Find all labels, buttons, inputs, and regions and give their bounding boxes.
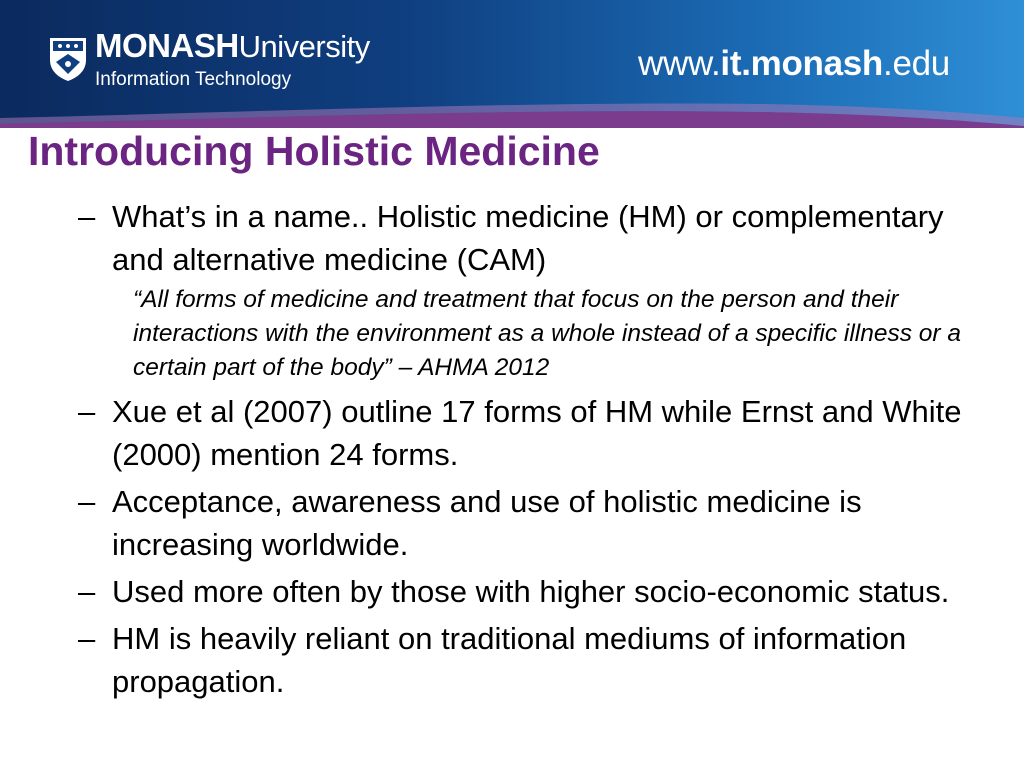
- brand-wordmark: [95, 29, 370, 62]
- bullet-dash: –: [78, 394, 96, 429]
- site-url: [638, 44, 950, 84]
- bullet-text: Xue et al (2007) outline 17 forms of HM while Ernst and White (2000) mention 24 forms.: [112, 394, 962, 472]
- brand-monash: MONASH: [95, 27, 239, 64]
- bullet-dash: –: [78, 621, 96, 656]
- brand-subtitle: Information Technology: [95, 69, 292, 90]
- bullet-list: [0, 195, 1024, 703]
- bullet-dash: –: [78, 574, 96, 609]
- bullet-item: [0, 390, 1024, 476]
- slide-title: Introducing Holistic Medicine: [28, 128, 600, 174]
- site-url-suffix: .edu: [883, 44, 950, 83]
- site-url-domain: it.monash: [720, 44, 884, 83]
- bullet-text: What’s in a name.. Holistic medicine (HM) or complementary and alternative medicine (CAM): [112, 199, 944, 277]
- header-banner: [0, 0, 1024, 128]
- brand-university: University: [238, 29, 370, 64]
- quote-block: “All forms of medicine and treatment that focus on the person and their interactions with the environment as a whole instead of a specific illness or a certain part of the body” – AHMA 2012: [133, 286, 961, 381]
- bullet-dash: –: [78, 484, 96, 519]
- bullet-dash: –: [78, 199, 96, 234]
- bullet-text: HM is heavily reliant on traditional mediums of information propagation.: [112, 621, 907, 699]
- bullet-text: Acceptance, awareness and use of holistic medicine is increasing worldwide.: [112, 484, 862, 562]
- bullet-item: [0, 570, 1024, 613]
- bullet-item: [0, 617, 1024, 703]
- bullet-item: [0, 480, 1024, 566]
- monash-crest-icon: [48, 36, 88, 82]
- site-url-prefix: www.: [638, 44, 721, 83]
- bullet-item: [0, 195, 1024, 281]
- bullet-text: Used more often by those with higher socio-economic status.: [112, 574, 950, 609]
